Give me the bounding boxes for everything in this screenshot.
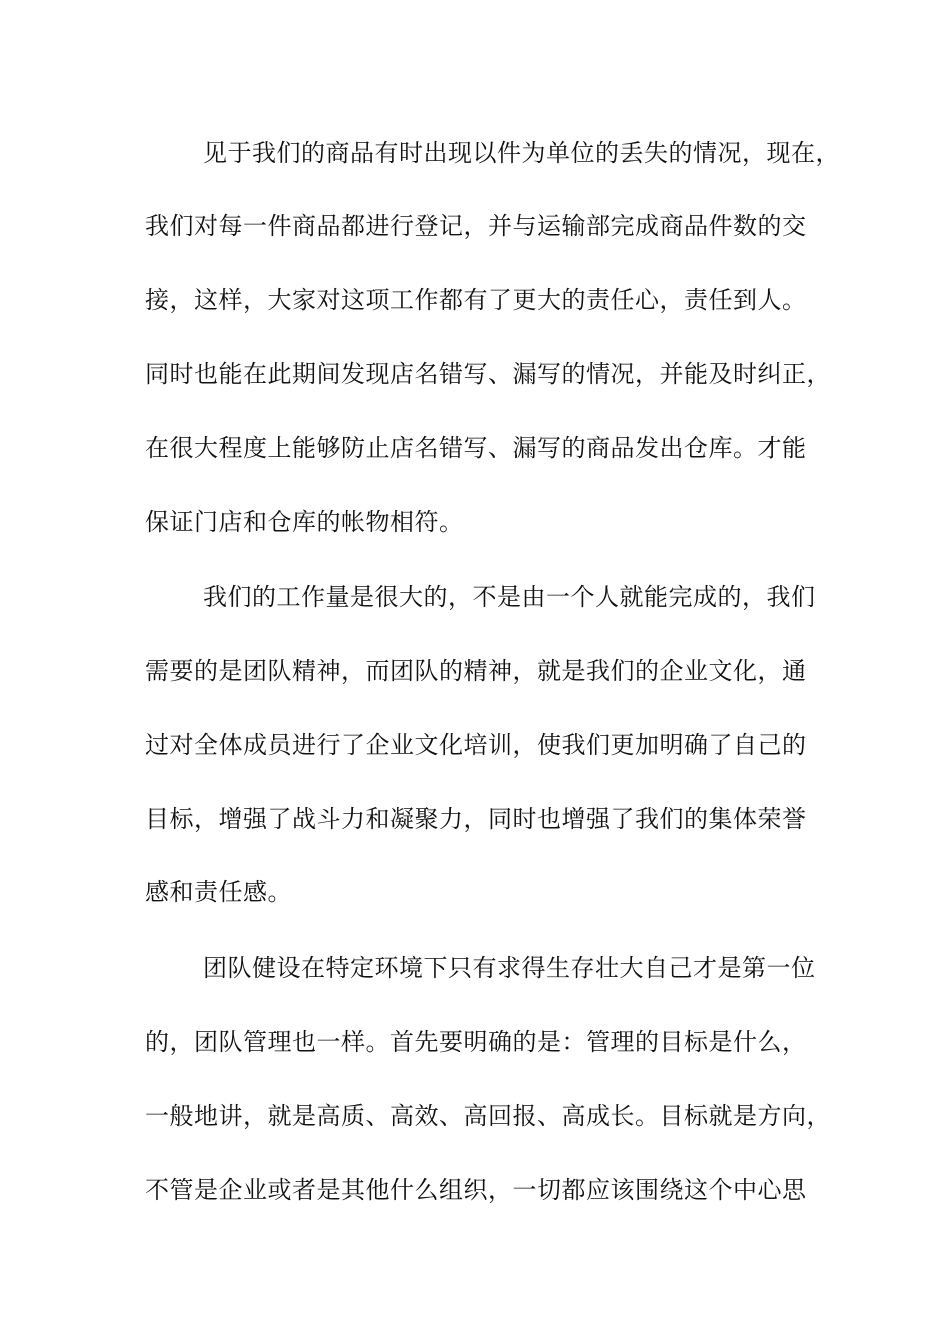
paragraph-3-line-3: 一般地讲，就是高质、高效、高回报、高成长。目标就是方向， bbox=[145, 1102, 831, 1130]
paragraph-1-line-4: 同时也能在此期间发现店名错写、漏写的情况，并能及时纠正， bbox=[145, 360, 831, 388]
paragraph-3-line-1: 团队健设在特定环境下只有求得生存壮大自己才是第一位 bbox=[203, 954, 816, 982]
paragraph-2-line-5: 感和责任感。 bbox=[145, 878, 292, 906]
paragraph-1-line-5: 在很大程度上能够防止店名错写、漏写的商品发出仓库。才能 bbox=[145, 434, 807, 462]
paragraph-1-line-2: 我们对每一件商品都进行登记，并与运输部完成商品件数的交 bbox=[145, 212, 807, 240]
paragraph-3-line-4: 不管是企业或者是其他什么组织，一切都应该围绕这个中心思 bbox=[145, 1176, 807, 1204]
paragraph-1-line-1: 见于我们的商品有时出现以件为单位的丢失的情况，现在， bbox=[203, 139, 840, 167]
paragraph-2-line-4: 目标，增强了战斗力和凝聚力，同时也增强了我们的集体荣誉 bbox=[145, 805, 807, 833]
paragraph-3-line-2: 的，团队管理也一样。首先要明确的是：管理的目标是什么， bbox=[145, 1028, 807, 1056]
paragraph-1-line-6: 保证门店和仓库的帐物相符。 bbox=[145, 508, 464, 536]
paragraph-2-line-1: 我们的工作量是很大的，不是由一个人就能完成的，我们 bbox=[203, 583, 816, 611]
paragraph-2-line-2: 需要的是团队精神，而团队的精神，就是我们的企业文化，通 bbox=[145, 657, 807, 685]
paragraph-1-line-3: 接，这样，大家对这项工作都有了更大的责任心，责任到人。 bbox=[145, 286, 807, 314]
paragraph-2-line-3: 过对全体成员进行了企业文化培训，使我们更加明确了自己的 bbox=[145, 731, 807, 759]
